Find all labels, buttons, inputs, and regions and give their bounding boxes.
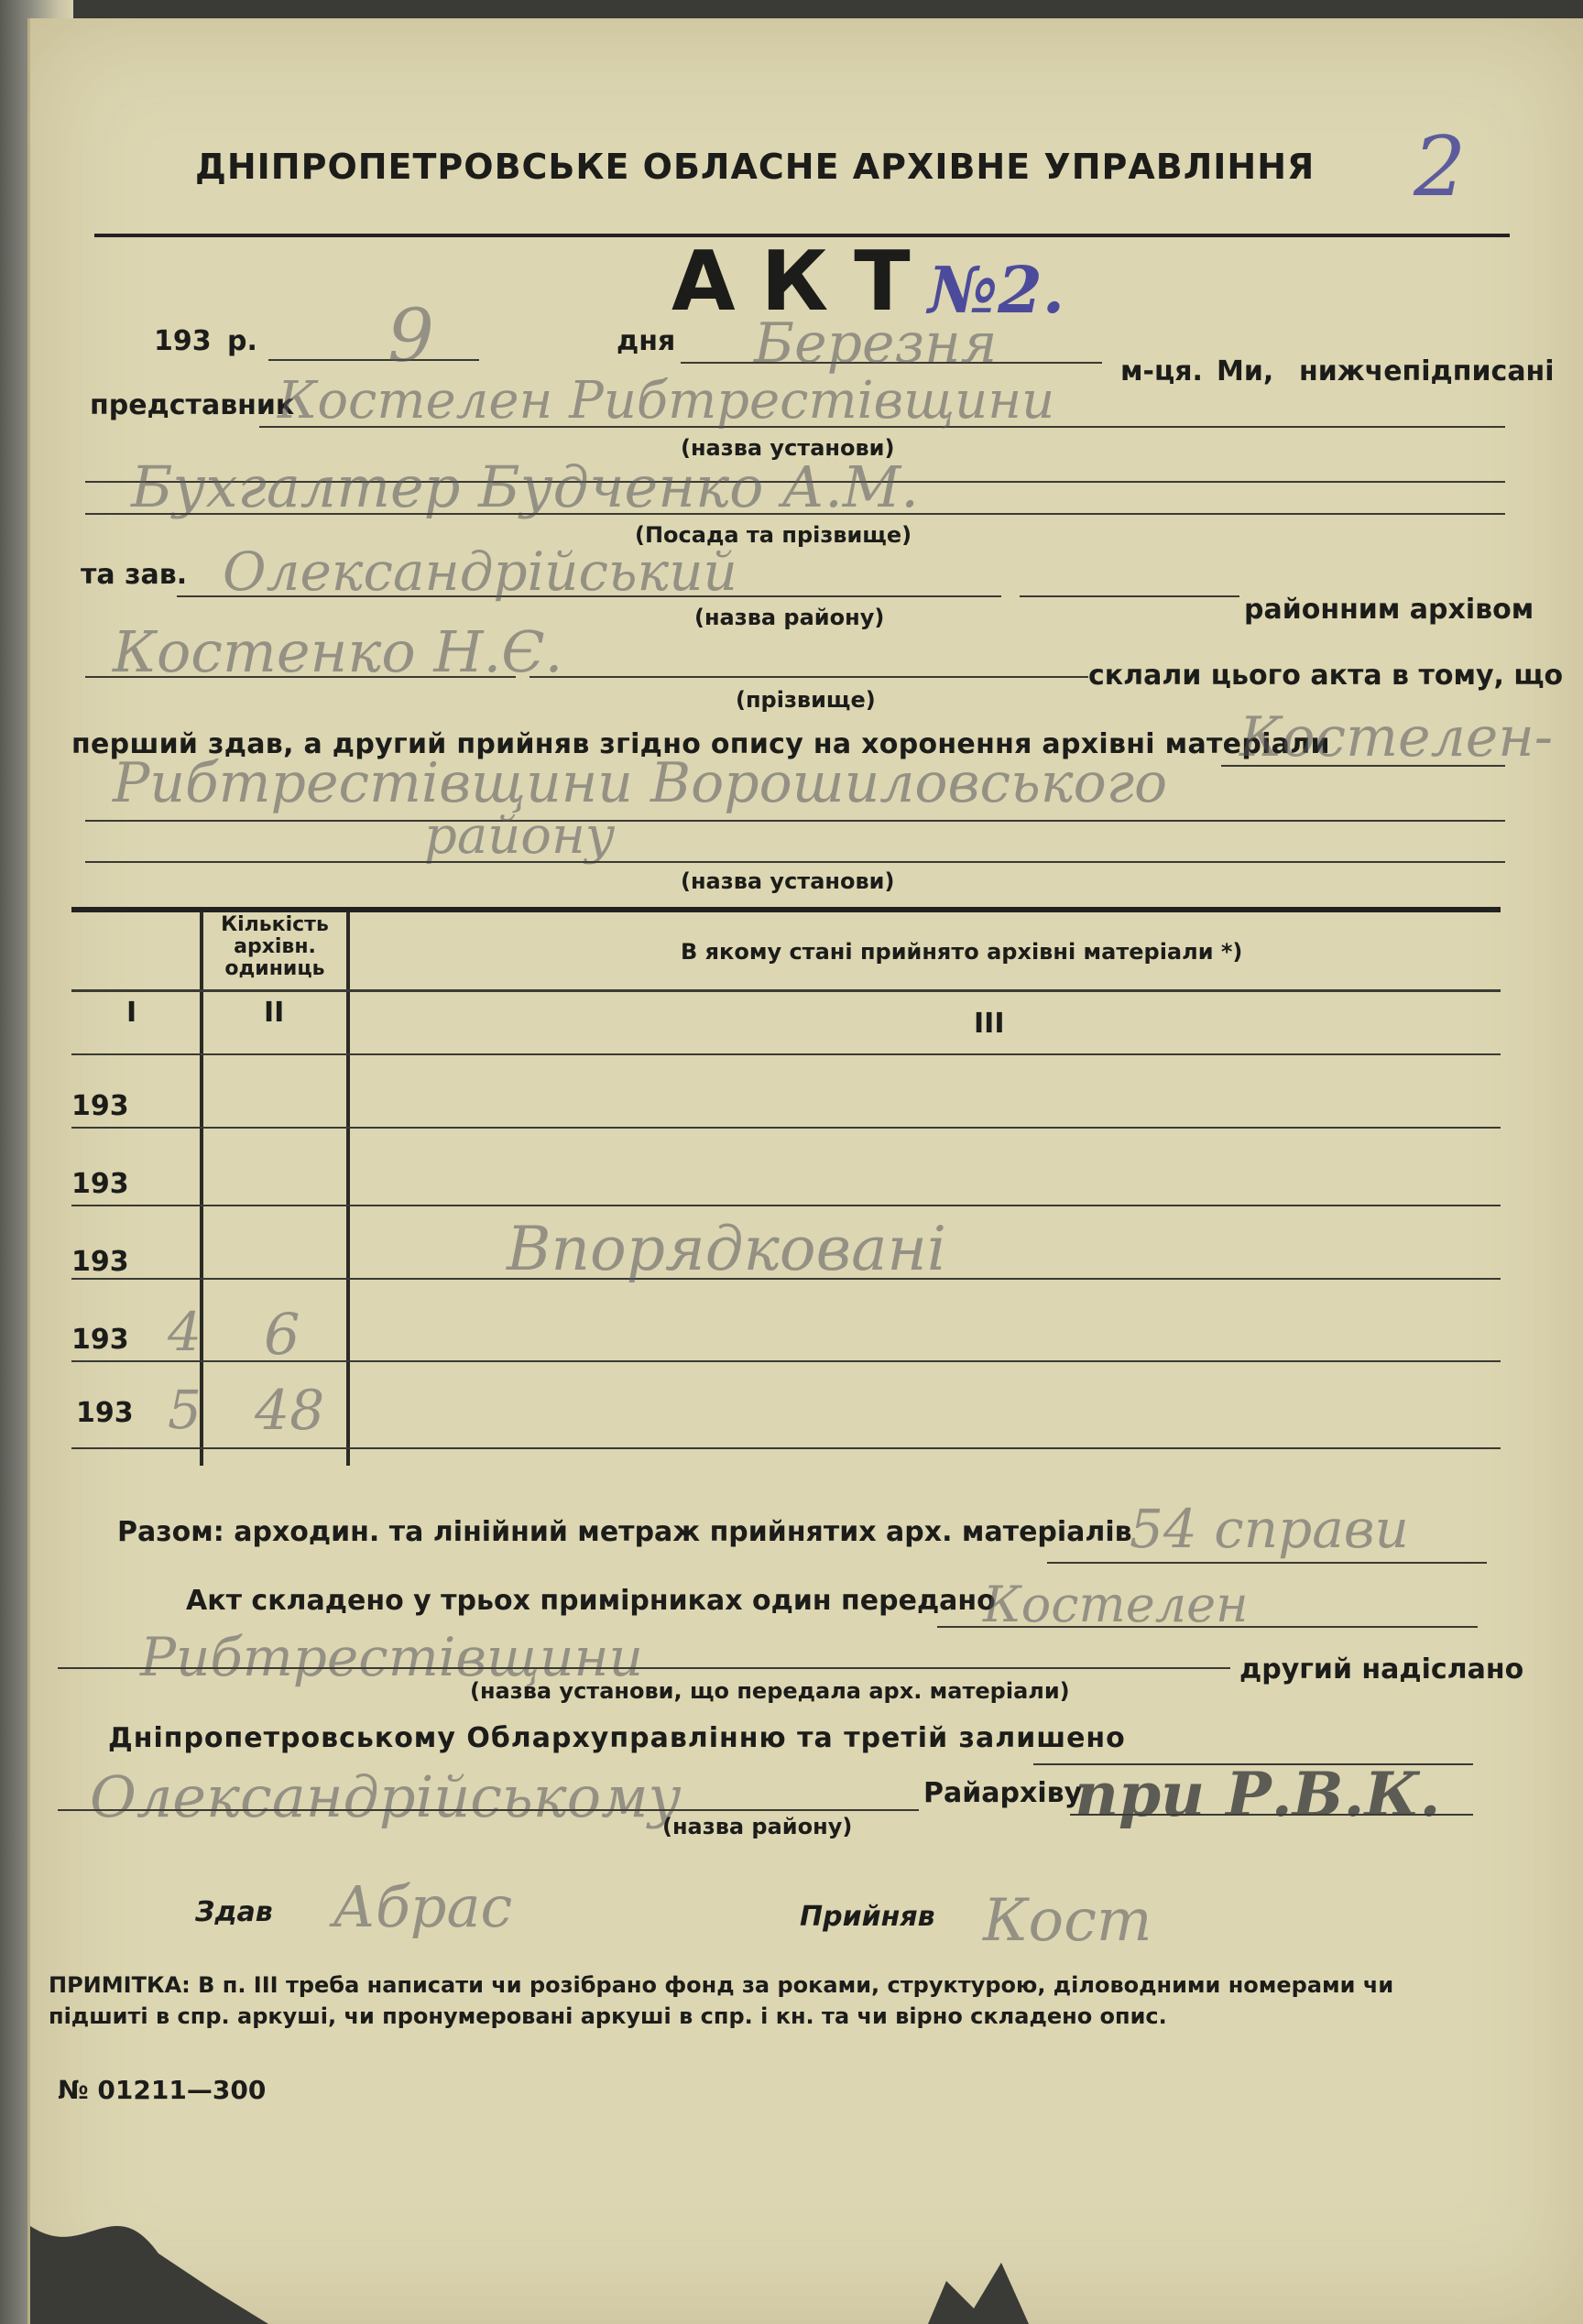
year-prefix: 193 (154, 325, 212, 357)
hw-district-written: Олександрійському (90, 1763, 682, 1830)
materials-line-b (85, 820, 1505, 822)
hw-sign-accepted: Кост (983, 1887, 1152, 1955)
surname-line-b (529, 676, 1088, 678)
third-line-label: Дніпропетровському Облархуправлінню та третій залишено (108, 1722, 1126, 1754)
handed-label: Здав (195, 1896, 273, 1928)
hw-month: Березня (754, 311, 998, 376)
total-line (1047, 1562, 1487, 1564)
corner-number: 2 (1414, 119, 1467, 215)
representative-label: представник (90, 389, 295, 421)
day-label: дня (617, 325, 676, 357)
hw-sign-handed: Абрас (333, 1873, 513, 1940)
hw-day: 9 (388, 293, 434, 378)
institution-caption: (назва установи) (681, 435, 895, 461)
hw-materials-1: Костелен- (1239, 705, 1554, 769)
document-page (27, 18, 1583, 2324)
district-caption-footer: (назва району) (662, 1814, 853, 1839)
hw-representative: Костелен Рибтрестівщини (278, 371, 1055, 431)
compiled-label: склали цього акта в тому, що (1088, 660, 1564, 692)
position-line (85, 513, 1505, 515)
table-row-year-3: 193 (71, 1246, 129, 1278)
and-head-label: та зав. (81, 559, 188, 591)
year-label (154, 325, 212, 357)
table-row-year-2: 193 (71, 1168, 129, 1200)
form-number: № 01211—300 (58, 2075, 267, 2105)
materials-line-c (85, 861, 1505, 863)
year-suffix: р. (227, 325, 257, 357)
hw-row4-year: 4 (168, 1301, 202, 1363)
table-row-rule-1 (71, 1127, 1501, 1129)
footnote: ПРИМІТКА: В п. III треба написати чи розібрано фонд за роками, структурою, діловодними номерами чи підшиті в спр. аркуші, чи пронумеровані аркуші в спр. і кн. та чи вірно складено опис. (49, 1972, 1394, 2029)
sent-inst-line (58, 1667, 1230, 1669)
we-label: Ми, (1217, 355, 1274, 387)
hw-total-value: 54 справи (1130, 1498, 1409, 1560)
org-title: ДНІПРОПЕТРОВСЬКЕ ОБЛАСНЕ АРХІВНЕ УПРАВЛІННЯ (195, 147, 1316, 187)
day-line-a (268, 359, 479, 361)
col3-header: В якому стані прийнято архівні матеріали *) (681, 939, 1243, 965)
act-number: №2. (928, 252, 1065, 328)
district-caption: (назва району) (694, 605, 885, 630)
roman-1: I (126, 997, 137, 1029)
table-row-year-4: 193 (71, 1324, 129, 1356)
hw-row5-count: 48 (255, 1379, 325, 1443)
hw-district: Олександрійський (223, 540, 737, 603)
hw-row4-count: 6 (264, 1301, 300, 1368)
table-row-rule-5 (71, 1447, 1501, 1449)
table-row-year-1: 193 (71, 1090, 129, 1122)
table-row-rule-2 (71, 1205, 1501, 1206)
position-caption: (Посада та прізвище) (635, 522, 912, 548)
surname-caption: (прізвище) (736, 687, 876, 713)
hw-table-state: Впорядковані (507, 1214, 947, 1284)
roman-2: II (264, 997, 285, 1029)
hw-archive-at: при Р.В.К. (1075, 1759, 1441, 1830)
district-archive-footer: Райархіву (923, 1777, 1083, 1809)
torn-edge (30, 2153, 1583, 2324)
hw-sent-inst: Рибтрестівщини (140, 1626, 643, 1688)
month-label: м-ця. (1120, 355, 1203, 387)
table-row-rule-0 (71, 1053, 1501, 1055)
transfer-text: перший здав, а другий прийняв згідно опису на хоронення архівні матеріали (71, 728, 1330, 760)
table-header-rule (71, 989, 1501, 992)
table-row-rule-4 (71, 1360, 1501, 1362)
district-archive-label: районним архівом (1244, 594, 1534, 626)
hw-materials-2: Рибтрестівщини Ворошиловського (113, 751, 1168, 815)
second-sent-label: другий надіслано (1239, 1653, 1524, 1686)
hw-surname: Костенко Н.Є. (113, 618, 563, 685)
surname-line-a (85, 676, 516, 678)
district-line-b (1020, 595, 1239, 597)
total-label: Разом: арходин. та лінійний метраж прийнятих арх. матеріалів (117, 1516, 1132, 1548)
table-col-sep-2 (346, 911, 350, 1466)
table-row-year-5: 193 (76, 1397, 134, 1429)
transferring-caption: (назва установи, що передала арх. матеріали) (470, 1678, 1070, 1704)
institution-caption-2: (назва установи) (681, 868, 895, 894)
hw-position: Бухгалтер Будченко А.М. (131, 453, 919, 520)
act-title: АКТ (671, 234, 936, 330)
accepted-label: Прийняв (800, 1901, 935, 1933)
table-top-rule (71, 907, 1501, 912)
col2-header: Кількість архівн. одиниць (221, 913, 329, 980)
district-written-line (58, 1809, 919, 1811)
hw-copies-to: Костелен (983, 1576, 1249, 1633)
roman-3: III (974, 1008, 1005, 1040)
copies-label: Акт складено у трьох примірниках один передано (186, 1585, 996, 1617)
hw-row5-year: 5 (168, 1379, 202, 1441)
hw-materials-3: району (424, 806, 616, 866)
undersigned-label: нижчепідписані (1299, 355, 1555, 387)
